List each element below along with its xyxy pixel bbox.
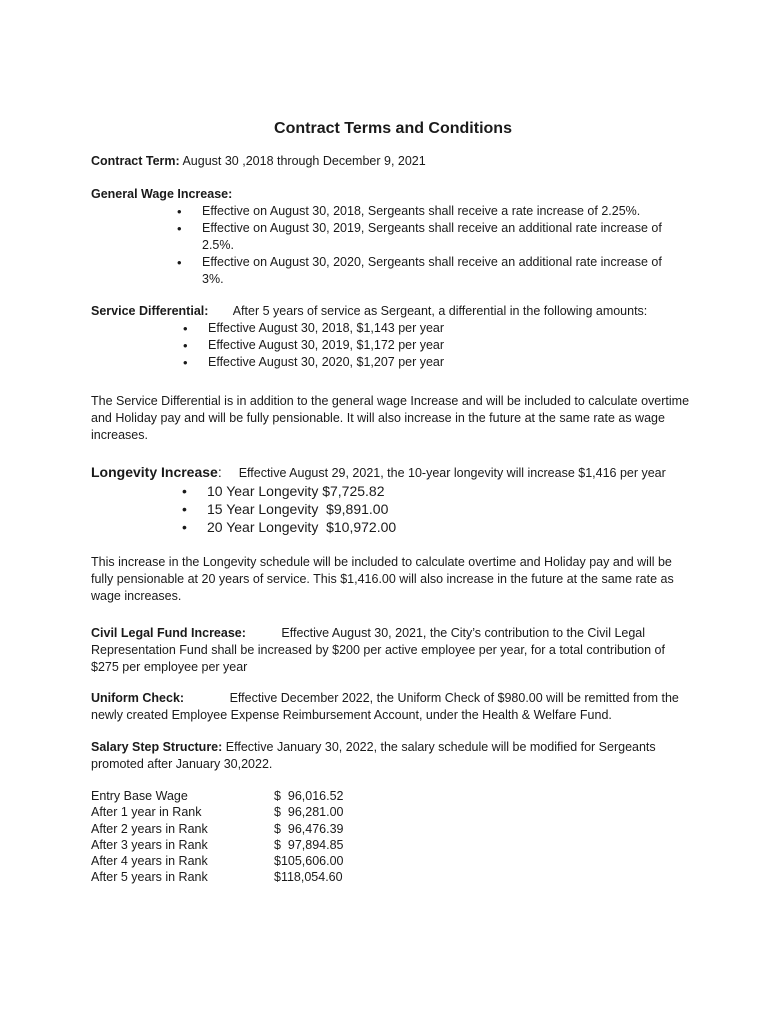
longevity-section [91,462,693,536]
table-row [91,869,344,885]
table-row [91,853,344,869]
service-differential-note: The Service Differential is in addition to the general wage Increase and will be included to calculate overtime and Holiday pay and will be fully pensionable. It will also increase in the future at the same rate as wage increases. [91,394,690,442]
salary-step-amount: $118,054.60 [274,870,343,885]
civil-legal-fund-section [91,625,693,676]
list-item: • 20 Year Longevity $10,972.00 [207,518,693,536]
salary-table-wrapper [91,788,693,886]
list-item: • Effective on August 30, 2019, Sergeants shall receive an additional rate increase of 2.5%. [202,220,682,254]
salary-step-amount: $ 97,894.85 [274,837,344,852]
longevity-intro: Effective August 29, 2021, the 10-year longevity will increase $1,416 per year [238,466,666,480]
contract-term-label: Contract Term: [91,154,180,168]
longevity-note: This increase in the Longevity schedule will be included to calculate overtime and Holiday pay and will be fully pensionable at 20 years of service. This $1,416.00 will also increase in the future at the same rate as wage increases. [91,555,674,603]
salary-step-amount: $ 96,476.39 [274,821,344,836]
list-item: • Effective August 30, 2020, $1,207 per year [208,354,693,371]
service-differential-label: Service Differential: [91,304,209,318]
list-item: • Effective August 30, 2018, $1,143 per year [208,320,693,337]
civil-legal-fund-text: Effective August 30, 2021, the City’s contribution to the Civil Legal Representation Fund shall be increased by $200 per active employee per year, for a total contribution of $275 per employee per year [91,626,665,674]
list-item: • Effective on August 30, 2018, Sergeants shall receive a rate increase of 2.25%. [202,203,682,220]
salary-step-amount: $ 96,281.00 [274,805,344,820]
salary-table [91,788,344,886]
contract-term-value: August 30 ,2018 through December 9, 2021 [182,154,426,168]
salary-step-label: Salary Step Structure: [91,740,223,754]
table-row [91,788,344,804]
salary-step-amount: $105,606.00 [274,854,344,869]
salary-step-name: After 4 years in Rank [91,854,208,869]
uniform-check-text: Effective December 2022, the Uniform Check of $980.00 will be remitted from the newly created Employee Expense Reimbursement Account, under the Health & Welfare Fund. [91,691,679,722]
salary-step-name: After 3 years in Rank [91,837,208,852]
salary-step-name: After 2 years in Rank [91,821,208,836]
salary-step-name: After 5 years in Rank [91,870,208,885]
service-differential-section [91,303,693,371]
table-row [91,821,344,837]
uniform-check-section [91,690,693,724]
list-item: • Effective August 30, 2019, $1,172 per year [208,337,693,354]
salary-step-section [91,739,693,773]
salary-step-text: Effective January 30, 2022, the salary schedule will be modified for Sergeants promoted after January 30,2022. [91,740,656,771]
salary-step-amount: $ 96,016.52 [274,789,344,803]
longevity-list [207,482,693,536]
page-title: Contract Terms and Conditions [274,120,512,137]
list-item: • 15 Year Longevity $9,891.00 [207,500,693,518]
general-wage-label: General Wage Increase: [91,187,233,201]
civil-legal-fund-label: Civil Legal Fund Increase: [91,626,246,640]
table-row [91,804,344,820]
longevity-colon: : [217,464,222,480]
general-wage-section [91,186,693,288]
list-item: • 10 Year Longevity $7,725.82 [207,482,693,500]
general-wage-list [202,203,682,288]
list-item: • Effective on August 30, 2020, Sergeants shall receive an additional rate increase of 3%. [202,254,682,288]
salary-step-name: Entry Base Wage [91,789,188,803]
longevity-label: Longevity Increase [91,464,218,480]
contract-term-section [91,153,693,170]
service-differential-list [208,320,693,371]
salary-step-name: After 1 year in Rank [91,805,202,820]
service-differential-intro: After 5 years of service as Sergeant, a differential in the following amounts: [232,304,648,318]
table-row [91,837,344,853]
uniform-check-label: Uniform Check: [91,691,185,705]
